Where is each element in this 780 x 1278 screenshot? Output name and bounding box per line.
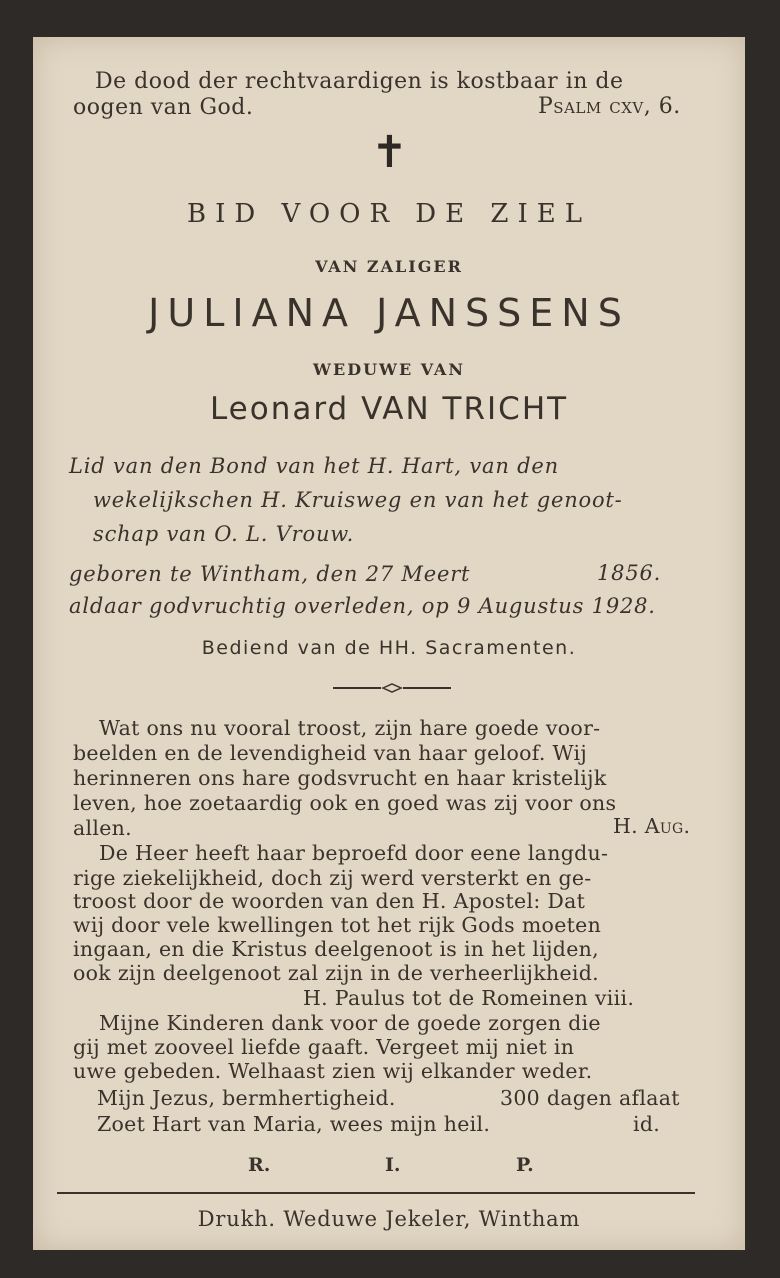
- text-line: ook zijn deelgenoot zal zijn in de verheerlijkheid.: [73, 961, 599, 985]
- sacraments-text: Bediend van de HH. Sacramenten.: [201, 637, 577, 659]
- prayer-2-indulgence: id.: [633, 1112, 661, 1136]
- printer-credit: Drukh. Weduwe Jekeler, Wintham: [197, 1207, 581, 1231]
- birth-text: geboren te Wintham, den 27 Meert: [69, 562, 471, 586]
- cross-icon: ✝: [371, 127, 408, 178]
- ornament-divider: [333, 683, 451, 693]
- rip-i: I.: [385, 1154, 401, 1176]
- text-line: uwe gebeden. Welhaast zien wij elkander weder.: [73, 1059, 593, 1083]
- birth-year: 1856.: [597, 561, 662, 585]
- attribution-paulus: H. Paulus tot de Romeinen viii.: [303, 986, 635, 1010]
- deceased-name: JULIANA JANSSENS: [148, 291, 630, 335]
- epigraph-line-1: De dood der rechtvaardigen is kostbaar in de: [95, 69, 624, 94]
- epigraph-line-2: oogen van God.: [73, 95, 254, 120]
- text-line: rige ziekelijkheid, doch zij werd versterkt en ge-: [73, 866, 592, 890]
- prayer-2-text: Zoet Hart van Maria, wees mijn heil.: [97, 1112, 491, 1136]
- text-line: leven, hoe zoetaardig ook en goed was zij voor ons: [73, 791, 617, 815]
- text-line: allen.: [73, 816, 132, 840]
- text-line: Wat ons nu vooral troost, zijn hare goede voor-: [99, 716, 601, 740]
- attribution-augustinus: H. Aug.: [613, 814, 691, 838]
- membership-line-2: wekelijkschen H. Kruisweg en van het genoot-: [93, 488, 623, 512]
- death-text: aldaar godvruchtig overleden, op 9 Augustus 1928.: [69, 594, 656, 618]
- heading-bid-voor-de-ziel: BID VOOR DE ZIEL: [187, 199, 591, 229]
- text-line: ingaan, en die Kristus deelgenoot is in het lijden,: [73, 937, 599, 961]
- text-line: troost door de woorden van den H. Apostel: Dat: [73, 889, 586, 913]
- printer-divider: [57, 1192, 695, 1194]
- membership-line-1: Lid van den Bond van het H. Hart, van den: [69, 454, 559, 478]
- rip-r: R.: [248, 1154, 271, 1176]
- memorial-card: [33, 37, 745, 1250]
- spouse-name: Leonard VAN TRICHT: [209, 391, 569, 427]
- text-line: herinneren ons hare godsvrucht en haar kristelijk: [73, 766, 607, 790]
- text-line: gij met zooveel liefde gaaft. Vergeet mij niet in: [73, 1035, 575, 1059]
- text-line: beelden en de levendigheid van haar geloof. Wij: [73, 741, 588, 765]
- text-line: De Heer heeft haar beproefd door eene langdu-: [99, 841, 609, 865]
- epigraph-reference: Psalm cxv, 6.: [538, 94, 681, 119]
- text-line: Mijne Kinderen dank voor de goede zorgen die: [99, 1011, 601, 1035]
- rip-p: P.: [516, 1154, 534, 1176]
- text-line: wij door vele kwellingen tot het rijk Gods moeten: [73, 913, 602, 937]
- prayer-1-text: Mijn Jezus, bermhertigheid.: [97, 1086, 396, 1110]
- van-zaliger-label: VAN ZALIGER: [315, 257, 463, 276]
- prayer-1-indulgence: 300 dagen aflaat: [500, 1086, 680, 1110]
- membership-line-3: schap van O. L. Vrouw.: [93, 522, 355, 546]
- weduwe-van-label: WEDUWE VAN: [313, 360, 465, 379]
